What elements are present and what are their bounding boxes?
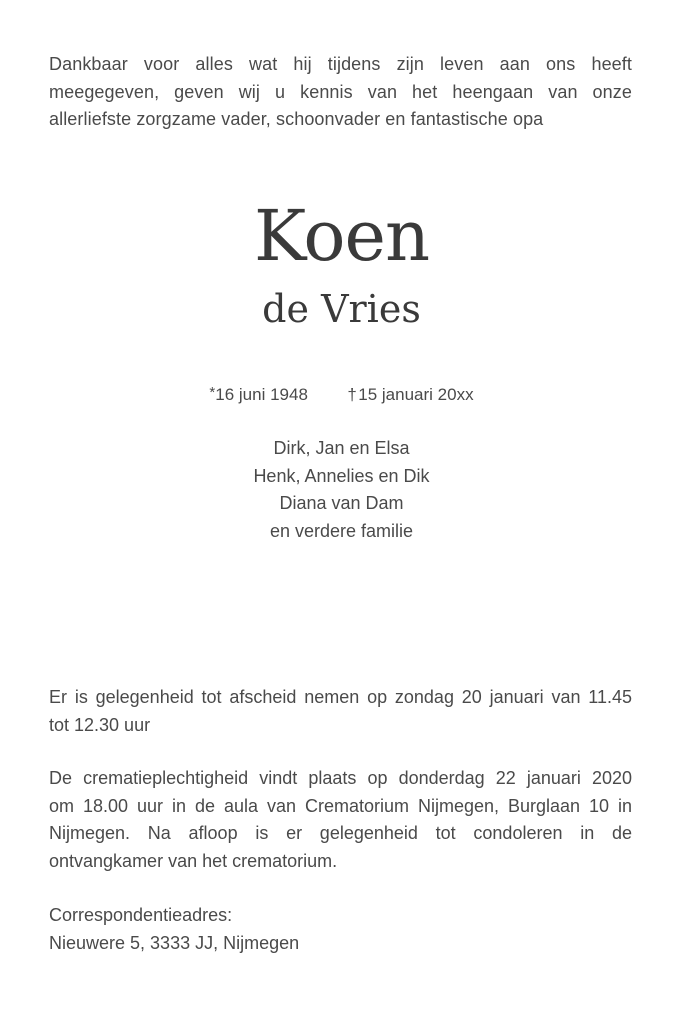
family-line: Diana van Dam — [279, 493, 404, 513]
death-date: 15 januari 20xx — [358, 385, 474, 404]
ceremony-line: De crematieplechtigheid vindt plaats op donderdag 22 januari 2020 — [49, 768, 632, 788]
ceremony-line: om 18.00 uur in de aula van Crematorium Nijmegen, Burglaan 10 in — [49, 795, 632, 816]
birth-date: 16 juni 1948 — [215, 385, 308, 404]
farewell-paragraph — [49, 684, 632, 739]
death-cross-icon: † — [347, 385, 357, 404]
farewell-line: tot 12.30 uur — [49, 714, 151, 735]
intro-line: Dankbaar voor alles wat hij tijdens zijn leven aan ons heeft — [49, 54, 632, 74]
correspondence-block — [49, 902, 632, 957]
first-name: Koen — [253, 195, 430, 277]
family-list — [0, 435, 683, 545]
farewell-line: Er is gelegenheid tot afscheid nemen op zondag 20 januari van 11.45 — [49, 687, 632, 707]
death-date-group — [347, 383, 473, 407]
birth-date-group — [209, 381, 307, 407]
last-name: de Vries — [262, 287, 421, 331]
intro-text — [49, 51, 632, 134]
family-line: Henk, Annelies en Dik — [253, 465, 430, 486]
correspondence-label: Correspondentieadres: — [49, 905, 233, 925]
life-dates — [0, 381, 683, 407]
intro-line: allerliefste zorgzame vader, schoonvader en fantastische opa — [49, 109, 544, 129]
correspondence-address: Nieuwere 5, 3333 JJ, Nijmegen — [49, 932, 300, 953]
ceremony-line: ontvangkamer van het crematorium. — [49, 850, 338, 871]
family-line: en verdere familie — [269, 520, 414, 541]
ceremony-line: Nijmegen. Na afloop is er gelegenheid tot condoleren in de — [49, 823, 632, 843]
ceremony-paragraph — [49, 765, 632, 875]
family-line: Dirk, Jan en Elsa — [273, 438, 410, 458]
intro-line: meegegeven, geven wij u kennis van het heengaan van onze — [49, 81, 632, 102]
birth-star-icon: * — [209, 384, 216, 401]
